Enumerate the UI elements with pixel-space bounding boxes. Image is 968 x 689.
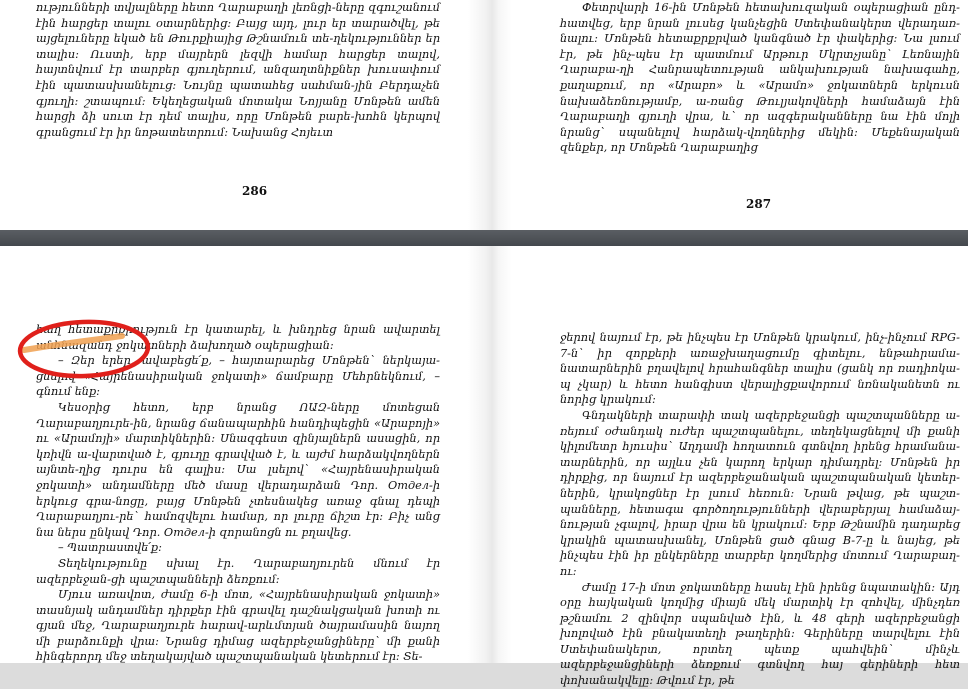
left-paragraph-6: Մյուս առավոտ, ժամը 6-ի մոտ, «Հայրենասիրական ջոկատի» տասնյակ անդամներ դիրքեր էին գրավել դաշնակցական խոտի ու գյան մեջ, Ղարաբաղյուրե հարավ-արևմտյան ծայրամասին նայող մի բարձունքի վրա: Նրանց դիմաց ազերբեջանցիները` մի քանի հինգերորդ մեջ տեղակայված պաշտպանական կետերում էր: Տե- <box>36 588 440 664</box>
left-paragraph-3: Կեսօրից հետո, երբ նրանց ՈԱԶ-ները մոտեցան Ղարաբաղյուրե-ին, նրանց ճանապարհին հանդիպեցին «Արաբոյի» ու «Արամոյի» մարտիկներին: Սնազգեստ զինյալներն ասացին, որ կռիվն ա-վարտված է, գյուղը գրավված է, և այժմ հարձակվողներն այնտե-ղից դուրս են գալիս: Սա լսելով` «Հայրենասիրական ջոկատի» անդամները մեծ մասը վերադարձան Դոր. Отдел-ի երկուց գրա-նոցը, բայց Մոնթեն չտեսնակեց առաջ գնալ դեպի Ղարաբաղյու-րե` համոզվելու համար, որ լուրը ճիշտ էր: Բիչ անց նա ներս ընկավ Դոր. Отдел-ի զորանոցն ու բղավեց. <box>36 400 440 539</box>
book-spread-bottom <box>0 246 968 688</box>
page-287-paragraph: Փետրվարի 16-ին Մոնթեն հետախուզական օպերացիան ընդ-հատվեց, երբ նրան լուսեց կանչեցին Ստեփանակերտ վերադառ-նալու: Մոնթեն հետաքրքրված կանգնած էր փակերից: Նա լսում էր, թե ինչ-պես էր պատմում Արթուր Մկրտչյանը` Լեռնային Ղարաբա-ղի Հանրապետության անկախության նախագահը, քաղաքում, որ «Արաբո» և «Արամո» ջոկատներն երկուսն նախաձեռնությամբ, ա-ռանց Թուլյակովների համաձայն էին Ղարաբաղի գյուղի վրա, և` որ ազգերականները նա էին մոլի նրանց` սպանելով հարձակ-վողներից մեկին: Մեքենայական զենքեր, որ Մոնթեն Ղարաբաղից <box>560 1 960 155</box>
left-paragraph-1: հաղ հետաքրքրություն էր կատարել, և խնդրեց նրան ավարտել անհնազանդ ջոկատների ձախողած օպերացիան: <box>36 323 440 352</box>
page-number-right: 287 <box>746 197 772 211</box>
right-page-text <box>560 330 960 688</box>
right-paragraph-2: Գնդակների տարափի տակ ազերբեջանցի պաշտպանները ա-ռեյում օժանդակ ուժեր պաշտպանելու, տեղեկացնելով մի քանի կիլոմետր հյուսիս` Աղդամի հողատուն գտնվող իրենց հրամանա-տարներին, որ այլևս չեն կարող երկար դիմադրել: Մոնթեն իր դիրքից, որ նայում էր ազերբեջանական պաշտպանական կետեր-ներին, կրակոցներ էր լսում հեռուն: Նրան թվաց, թե պաշտ-պանները, հետագա գործողությունների վերաբերյալ համաձայ-նության չգալով, իրար վրա են կրակում: Երբ Թշնամին դադարեց կրակին պատասխանել, Մոնթեն ցած գնաց B-7-ը և նայեց, թե ինչպես էին իր ընկերները տարբեր կողմերից մոտում Ղարաբաղ-ու: <box>560 408 960 578</box>
left-paragraph-2: – Զեր երեր, ավաբեցե՛ք, – հայտարարեց Մոնթեն` ներկայա-ցնելով «Հայրենասիրական ջոկատի» ճամբարը Մեհրնեկնում, – գնում ենք: <box>36 354 440 399</box>
page-number-left: 286 <box>242 184 268 198</box>
left-paragraph-4: – Պատրաստվե՛ք: <box>58 541 162 555</box>
page-286-paragraph: ությունների տվյալները հետո Ղարաբաղի լեռնցի-ները զգուշանում էին հարցեր տալու օտարներից: Բայց այդ, լուր եր տարածվել, թե այցելուները եկած են Թուրքիայից Թշնամուն տե-ղեկություններ եր տալիս: Ուստի, երբ մայրերն լեզվի համար հարցեր տալով, հայտնվում էր տարբեր գյուղերում, անզաղտնիքներ խուսափում էին պատասխանելուց: Նույնը պատահեց սահման-յին Բերդաչեն գյուղի: շտապում: Եկեղեցական մոտակա Նոյյանը Մոնթեն ամեն հարցի ձի սուտ էր դեմ տալիս, որը Մոնթեն բարե-խոհն կերպով գրանցում էր իր նոթատետրում: Նախանց Հոյեւտ <box>36 1 440 139</box>
page-287-text <box>560 0 960 155</box>
right-paragraph-3: Ժամը 17-ի մոտ ջոկատները հասել էին իրենց նպատակին: Այդ օրը հայկական կողմից միայն մեկ մարտիկ էր զոհվել, մինչդեռ թշնամու 2 զինվոր սպանված էին, և 48 գերի ազերբեջանցի խոլոված էին բնակատեղի թաղերին: Գերիները տարվելու էին Ստեփանակերտ, որտեղ պետք պահվեին` մինչև ազերբեջանցիների ձեռքում գտնվող հայ գերիների հետ փոխանակվելը: Թվում էր, թե <box>560 580 960 688</box>
book-gutter <box>468 0 512 230</box>
book-spread-top <box>0 0 968 230</box>
right-paragraph-1: ջերով նայում էր, թե ինչպես էր Մոնթեն կրակում, ինչ-ինչում RPG-7-ն` իր զորքերի առաջխաղացումը գիտելու, ենթահրամա-նատարներին բղավելով հրահանգներ տալիս (ցանկ որ ռադիոկա-պ չկար) և հետո հանգիստ վերալիցքավորում նռնականետն ու նորից կրակում: <box>560 331 960 407</box>
book-gutter <box>468 246 512 663</box>
page-divider <box>0 230 968 246</box>
left-paragraph-5: Տեղեկությունը սխալ էր. Ղարաբաղյուրեն մնում էր ազերբեջան-ցի պաշտպանների ձեռքում: <box>36 556 440 586</box>
left-page-text <box>36 322 440 662</box>
page-286-text <box>36 0 440 162</box>
